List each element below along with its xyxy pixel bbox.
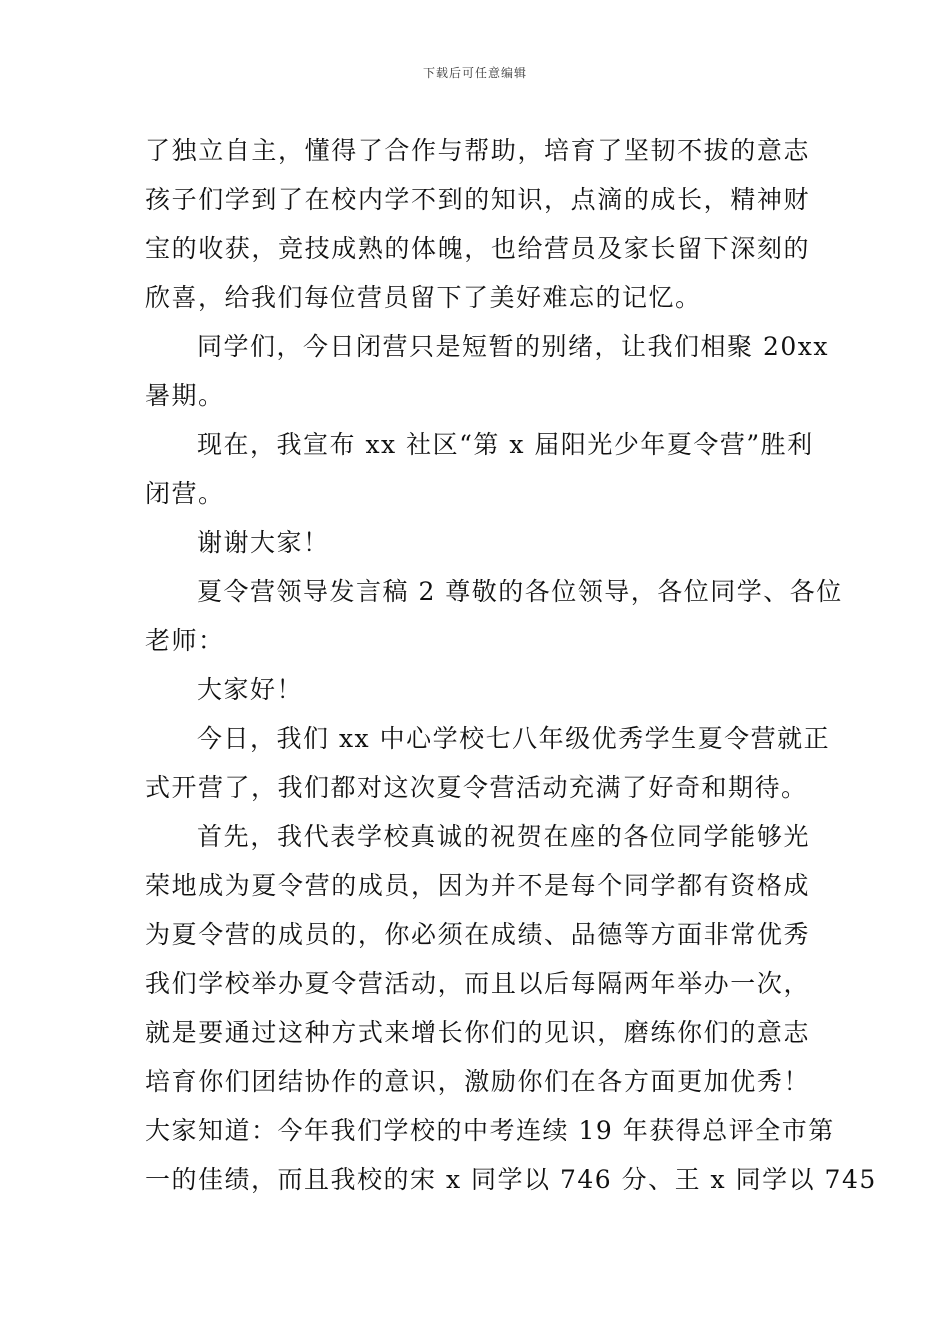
text-line: 夏令营领导发言稿 2 尊敬的各位领导，各位同学、各位 <box>197 577 843 606</box>
text-line: 就是要通过这种方式来增长你们的见识，磨练你们的意志 <box>145 1018 810 1047</box>
text-line: 暑期。 <box>145 381 225 410</box>
document-body <box>145 126 877 1204</box>
text-line: 孩子们学到了在校内学不到的知识，点滴的成长，精神财 <box>145 185 810 214</box>
text-line: 培育你们团结协作的意识，激励你们在各方面更加优秀！ <box>145 1067 810 1096</box>
text-line: 了独立自主，懂得了合作与帮助，培育了坚韧不拔的意志 <box>145 136 810 165</box>
text-line: 式开营了，我们都对这次夏令营活动充满了好奇和期待。 <box>145 773 808 802</box>
text-line: 闭营。 <box>145 479 225 508</box>
text-line: 同学们，今日闭营只是短暂的别绪，让我们相聚 20xx <box>197 332 829 361</box>
text-line: 宝的收获，竞技成熟的体魄，也给营员及家长留下深刻的 <box>145 234 810 263</box>
text-line: 谢谢大家！ <box>197 528 330 557</box>
text-line: 欣喜，给我们每位营员留下了美好难忘的记忆。 <box>145 283 702 312</box>
text-line: 老师： <box>145 626 225 655</box>
page-header: 下载后可任意编辑 <box>422 66 527 80</box>
text-line: 今日，我们 xx 中心学校七八年级优秀学生夏令营就正 <box>197 724 831 753</box>
text-line: 为夏令营的成员的，你必须在成绩、品德等方面非常优秀 <box>145 920 810 949</box>
text-line: 现在，我宣布 xx 社区“第 x 届阳光少年夏令营”胜利 <box>197 430 814 459</box>
text-line: 一的佳绩，而且我校的宋 x 同学以 746 分、王 x 同学以 745 <box>145 1165 877 1194</box>
text-line: 荣地成为夏令营的成员，因为并不是每个同学都有资格成 <box>145 871 810 900</box>
text-line: 大家知道：今年我们学校的中考连续 19 年获得总评全市第 <box>145 1116 835 1145</box>
text-line: 大家好！ <box>197 675 304 704</box>
text-line: 首先，我代表学校真诚的祝贺在座的各位同学能够光 <box>197 822 810 851</box>
text-line: 我们学校举办夏令营活动，而且以后每隔两年举办一次， <box>145 969 810 998</box>
